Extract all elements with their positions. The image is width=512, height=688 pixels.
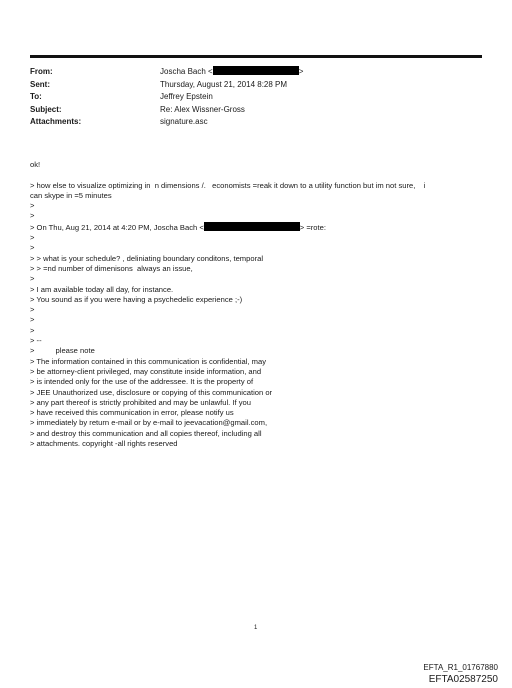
body-line: > xyxy=(30,325,35,335)
from-tail: > xyxy=(298,67,304,76)
attachment-link[interactable]: signature.asc xyxy=(160,117,208,126)
subject-label: Subject: xyxy=(30,104,62,114)
body-line: > xyxy=(30,211,35,221)
disclaimer-line: > have received this communication in error, please notify us xyxy=(30,408,234,418)
body-line: > xyxy=(30,233,35,243)
page-number: 1 xyxy=(254,625,258,631)
sent-label: Sent: xyxy=(30,79,50,89)
sent-value: Thursday, August 21, 2014 8:28 PM xyxy=(160,79,288,89)
quoted-header-end: > =rote: xyxy=(299,222,326,232)
disclaimer-line: > any part thereof is strictly prohibited and may be unlawful. If you xyxy=(30,397,251,407)
body-line: > how else to visualize optimizing in n dimensions /. economists =reak it down to a utility function but im not sure, i xyxy=(30,180,426,190)
quoted-header-line xyxy=(30,222,490,233)
body-line: > please note xyxy=(30,346,95,356)
body-line: > I am available today all day, for instance. xyxy=(30,284,174,294)
body-line: > > =nd number of dimenisons always an issue, xyxy=(30,263,193,273)
body-line: ok! xyxy=(30,160,41,169)
subject-value: Re: Alex Wissner-Gross xyxy=(160,104,245,114)
disclaimer-line: > immediately by return e-mail or by e-mail to jeevacation@gmail.com, xyxy=(30,418,268,428)
body-line: > xyxy=(30,305,35,315)
body-line: > xyxy=(30,274,35,284)
from-label: From: xyxy=(30,67,53,76)
from-value xyxy=(160,66,303,79)
body-line: > You sound as if you were having a psychedelic experience ;-) xyxy=(30,294,243,304)
disclaimer-line: > and destroy this communication and all copies thereof, including all xyxy=(30,428,262,438)
bates-stamp-large: EFTA02587250 xyxy=(428,674,498,685)
disclaimer-line: > JEE Unauthorized use, disclosure or copying of this communication or xyxy=(30,387,273,397)
body-line: > xyxy=(30,243,35,253)
body-line: > -- xyxy=(30,336,42,346)
body-line: > xyxy=(30,201,35,211)
to-value: Jeffrey Epstein xyxy=(160,92,213,101)
disclaimer-line: > attachments. copyright -all rights reserved xyxy=(30,439,178,449)
to-label: To: xyxy=(30,92,42,101)
body-line: can skype in =5 minutes xyxy=(30,190,112,200)
redaction-box xyxy=(213,66,299,75)
disclaimer-line: > The information contained in this communication is confidential, may xyxy=(30,356,267,366)
body-line: > > what is your schedule? , deliniating boundary conditons, temporal xyxy=(30,253,264,263)
disclaimer-line: > is intended only for the use of the addressee. It is the property of xyxy=(30,377,254,387)
email-body xyxy=(30,160,490,449)
body-line: > xyxy=(30,315,35,325)
from-name: Joscha Bach < xyxy=(160,67,213,76)
bates-stamp-small: EFTA_R1_01767880 xyxy=(423,663,498,672)
attachments-label: Attachments: xyxy=(30,117,82,126)
redaction-box xyxy=(204,222,300,231)
header-rule xyxy=(30,55,482,58)
quoted-header-start: > On Thu, Aug 21, 2014 at 4:20 PM, Joscha Bach < xyxy=(30,222,204,232)
disclaimer-line: > be attorney-client privileged, may constitute inside information, and xyxy=(30,366,262,376)
